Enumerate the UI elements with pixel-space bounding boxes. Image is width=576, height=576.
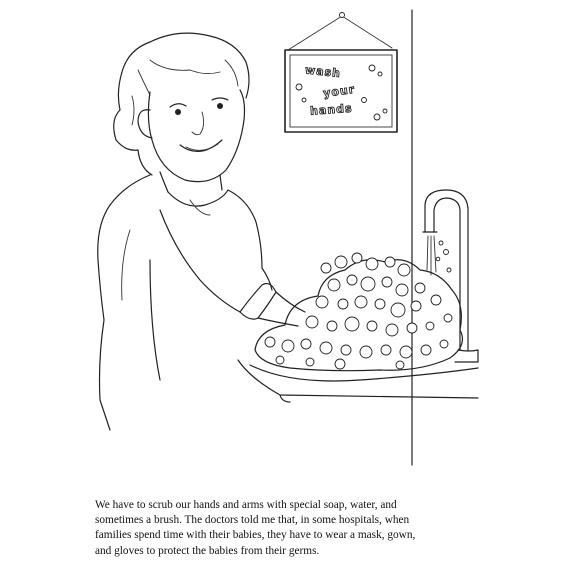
sign-text-wash: wash — [304, 63, 342, 81]
wash-your-hands-sign — [285, 13, 397, 133]
caption-line: sometimes a brush. The doctors told me that, in some hospitals, when — [95, 514, 410, 527]
caption-line: and gloves to protect the babies from their germs. — [95, 544, 320, 557]
sink — [238, 360, 478, 402]
caption-line: We have to scrub our hands and arms with special soap, water, and — [95, 499, 397, 511]
sign-text-hands: hands — [309, 101, 354, 118]
child-figure — [98, 33, 305, 430]
sign-text-your: your — [322, 82, 356, 100]
caption-line: families spend time with their babies, they have to wear a mask, gown, — [95, 529, 416, 542]
water-stream — [427, 236, 451, 275]
faucet — [423, 190, 478, 362]
caption-text — [95, 498, 495, 559]
